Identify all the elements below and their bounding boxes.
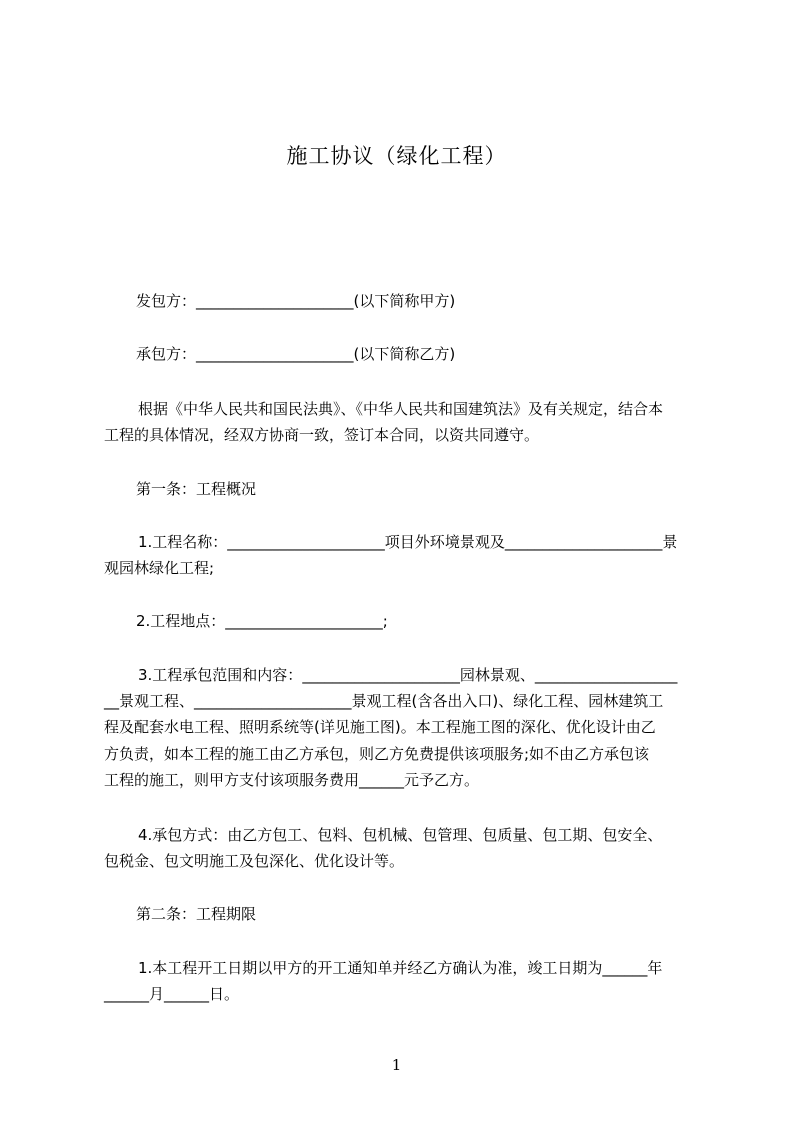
employer-line: 发包方：_____________________(以下简称甲方) (136, 292, 456, 310)
project-name-line-2: 观园林绿化工程; (104, 559, 215, 577)
article-1-heading: 第一条：工程概况 (136, 480, 257, 498)
project-location-line: 2.工程地点：_____________________; (136, 612, 388, 630)
page-number: 1 (391, 1056, 402, 1074)
preamble-line-1: 根据《中华人民共和国民法典》、《中华人民共和国建筑法》及有关规定，结合本 (138, 400, 664, 418)
scope-line-2: __景观工程、_____________________景观工程(含各出入口)、绿化工程、园林建筑工 (104, 692, 664, 710)
schedule-line-1: 1.本工程开工日期以甲方的开工通知单并经乙方确认为准，竣工日期为______年 (138, 959, 663, 977)
contract-method-line-1: 4.承包方式：由乙方包工、包料、包机械、包管理、包质量、包工期、包安全、 (138, 826, 663, 844)
schedule-line-2: ______月______日。 (104, 985, 240, 1003)
scope-line-5: 工程的施工，则甲方支付该项服务费用______元予乙方。 (104, 771, 480, 789)
preamble-line-2: 工程的具体情况，经双方协商一致，签订本合同，以资共同遵守。 (104, 426, 540, 444)
project-name-line-1: 1.工程名称：_____________________项目外环境景观及_____________________景 (138, 533, 678, 551)
scope-line-1: 3.工程承包范围和内容：_____________________园林景观、___________________ (138, 666, 678, 684)
scope-line-4: 方负责，如本工程的施工由乙方承包，则乙方免费提供该项服务;如不由乙方承包该 (104, 745, 650, 763)
scope-line-3: 程及配套水电工程、照明系统等(详见施工图)。本工程施工图的深化、优化设计由乙 (104, 718, 656, 736)
contract-method-line-2: 包税金、包文明施工及包深化、优化设计等。 (104, 852, 405, 870)
document-title: 施工协议（绿化工程） (286, 144, 507, 168)
contractor-line: 承包方：_____________________(以下简称乙方) (136, 345, 456, 363)
article-2-heading: 第二条：工程期限 (136, 905, 257, 923)
